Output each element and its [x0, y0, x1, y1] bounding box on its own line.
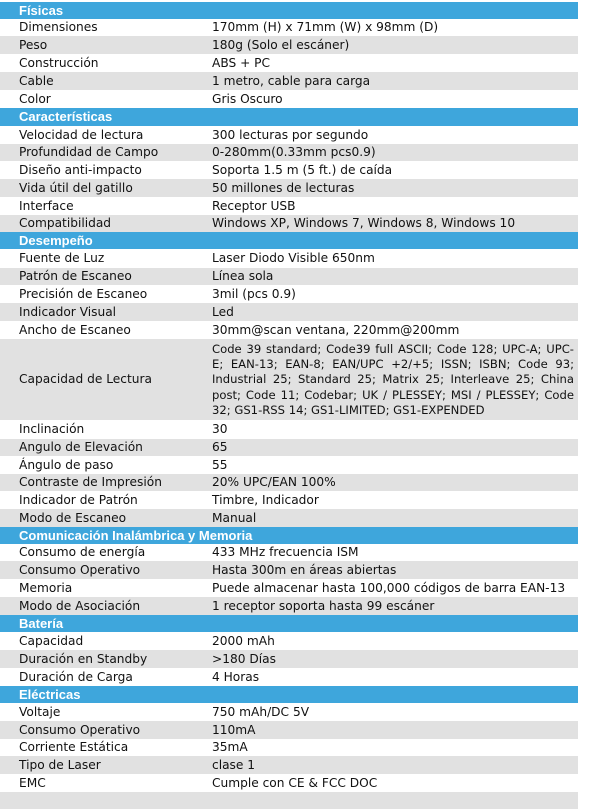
spec-label-peso: Peso	[19, 38, 48, 52]
spec-value-capacidad-de-lectura: Code 39 standard; Code39 full ASCII; Code 128; UPC-A; UPC-E; EAN-13; EAN-8; EAN/UPC +2/+5; ISSN; ISBN; Code 93; Industrial 25; Standard 25; Matrix 25; Interleave 25; China post; Code 11; Codebar; UK / PLESSEY; MSI / PLESSEY; Code 32; GS1-RSS 14; GS1-LIMITED; GS1-EXPENDED	[212, 342, 574, 417]
spec-row	[0, 54, 578, 72]
spec-row	[0, 509, 578, 527]
spec-row	[0, 268, 578, 285]
spec-value-precision-de-escaneo: 3mil (pcs 0.9)	[212, 287, 296, 301]
spec-row	[0, 339, 578, 420]
spec-value-duracion-de-carga: 4 Horas	[212, 670, 260, 684]
spec-value-duracion-en-standby: >180 Días	[212, 652, 276, 666]
spec-value-peso: 180g (Solo el escáner)	[212, 38, 350, 52]
spec-value-angulo-de-elevacion: 65	[212, 440, 228, 454]
spec-value-color: Gris Oscuro	[212, 92, 283, 106]
spec-row	[0, 739, 578, 756]
spec-label-cable: Cable	[19, 74, 54, 88]
spec-value-fuente-de-luz: Laser Diodo Visible 650nm	[212, 251, 375, 265]
spec-value-dimensiones: 170mm (H) x 71mm (W) x 98mm (D)	[212, 20, 439, 34]
spec-label-capacidad: Capacidad	[19, 634, 84, 648]
spec-value-profundidad-de-campo: 0-280mm(0.33mm pcs0.9)	[212, 145, 376, 159]
spec-row	[0, 774, 578, 792]
spec-label-consumo-operativo: Consumo Operativo	[19, 563, 141, 577]
spec-value-patron-de-escaneo: Línea sola	[212, 269, 274, 283]
spec-value-ancho-de-escaneo: 30mm@scan ventana, 220mm@200mm	[212, 323, 460, 337]
spec-row	[0, 456, 578, 474]
spec-row	[0, 19, 578, 36]
spec-row	[0, 703, 578, 721]
spec-value-consumo-operativo: 110mA	[212, 723, 256, 737]
spec-label-angulo-de-elevacion: Angulo de Elevación	[19, 440, 143, 454]
spec-row	[0, 561, 578, 579]
spec-row	[0, 321, 578, 339]
spec-value-compatibilidad: Windows XP, Windows 7, Windows 8, Windows 10	[212, 216, 516, 230]
spec-value-memoria: Puede almacenar hasta 100,000 códigos de barra EAN-13	[212, 581, 566, 595]
spec-row	[0, 285, 578, 303]
spec-label-velocidad-de-lectura: Velocidad de lectura	[19, 128, 144, 142]
spec-label-profundidad-de-campo: Profundidad de Campo	[19, 145, 159, 159]
spec-label-dimensiones: Dimensiones	[19, 20, 98, 34]
spec-row	[0, 597, 578, 615]
spec-value-tipo-de-laser: clase 1	[212, 758, 256, 772]
spec-label-modo-de-escaneo: Modo de Escaneo	[19, 511, 127, 525]
spec-value-voltaje: 750 mAh/DC 5V	[212, 705, 310, 719]
spec-label-indicador-visual: Indicador Visual	[19, 305, 117, 319]
spec-label-contraste-de-impresion: Contraste de Impresión	[19, 475, 162, 489]
spec-label-consumo-operativo: Consumo Operativo	[19, 723, 141, 737]
section-header-electricas: Eléctricas	[0, 686, 578, 703]
spec-row	[0, 215, 578, 232]
spec-row	[0, 792, 578, 809]
spec-value-corriente-estatica: 35mA	[212, 740, 248, 754]
spec-row	[0, 303, 578, 321]
spec-value-capacidad: 2000 mAh	[212, 634, 275, 648]
spec-label-voltaje: Voltaje	[19, 705, 61, 719]
spec-value-emc: Cumple con CE & FCC DOC	[212, 776, 378, 790]
section-header-desempeno: Desempeño	[0, 232, 578, 249]
spec-row	[0, 36, 578, 54]
spec-label-color: Color	[19, 92, 51, 106]
spec-label-indicador-de-patron: Indicador de Patrón	[19, 493, 138, 507]
spec-value-vida-util-del-gatillo: 50 millones de lecturas	[212, 181, 355, 195]
spec-label-diseno-anti-impacto: Diseño anti-impacto	[19, 163, 142, 177]
spec-value-velocidad-de-lectura: 300 lecturas por segundo	[212, 128, 369, 142]
spec-label-compatibilidad: Compatibilidad	[19, 216, 112, 230]
section-header-bateria: Batería	[0, 615, 578, 632]
spec-label-memoria: Memoria	[19, 581, 73, 595]
spec-row	[0, 491, 578, 509]
spec-row	[0, 721, 578, 739]
section-header-caracteristicas: Características	[0, 108, 578, 126]
spec-row	[0, 179, 578, 197]
spec-value-contraste-de-impresion: 20% UPC/EAN 100%	[212, 475, 336, 489]
spec-label-duracion-de-carga: Duración de Carga	[19, 670, 133, 684]
spec-row	[0, 579, 578, 597]
spec-value-cable: 1 metro, cable para carga	[212, 74, 371, 88]
spec-value-interface: Receptor USB	[212, 199, 296, 213]
spec-value-diseno-anti-impacto: Soporta 1.5 m (5 ft.) de caída	[212, 163, 393, 177]
spec-label-modo-de-asociacion: Modo de Asociación	[19, 599, 141, 613]
spec-row	[0, 144, 578, 161]
spec-label-construccion: Construcción	[19, 56, 99, 70]
spec-label-consumo-de-energia: Consumo de energía	[19, 545, 146, 559]
spec-row	[0, 72, 578, 90]
spec-label-interface: Interface	[19, 199, 74, 213]
spec-row	[0, 249, 578, 268]
spec-row	[0, 420, 578, 439]
spec-label-vida-util-del-gatillo: Vida útil del gatillo	[19, 181, 133, 195]
spec-row	[0, 474, 578, 491]
spec-row	[0, 544, 578, 561]
spec-row	[0, 756, 578, 774]
spec-row	[0, 161, 578, 179]
spec-value-construccion: ABS + PC	[212, 56, 271, 70]
section-header-comunicacion-inalambrica-y-memoria: Comunicación Inalámbrica y Memoria	[0, 527, 578, 544]
spec-value-indicador-de-patron: Timbre, Indicador	[212, 493, 319, 507]
spec-label-patron-de-escaneo: Patrón de Escaneo	[19, 269, 132, 283]
spec-label-inclinacion: Inclinación	[19, 422, 85, 436]
spec-label-angulo-de-paso: Ángulo de paso	[19, 458, 114, 472]
spec-label-emc: EMC	[19, 776, 46, 790]
spec-row	[0, 126, 578, 144]
spec-label-tipo-de-laser: Tipo de Laser	[19, 758, 101, 772]
spec-label-capacidad-de-lectura: Capacidad de Lectura	[19, 372, 152, 386]
spec-label-corriente-estatica: Corriente Estática	[19, 740, 129, 754]
spec-value-angulo-de-paso: 55	[212, 458, 228, 472]
spec-value-modo-de-escaneo: Manual	[212, 511, 257, 525]
spec-row	[0, 90, 578, 108]
spec-row	[0, 439, 578, 456]
spec-label-ancho-de-escaneo: Ancho de Escaneo	[19, 323, 131, 337]
spec-value-modo-de-asociacion: 1 receptor soporta hasta 99 escáner	[212, 599, 435, 613]
spec-value-indicador-visual: Led	[212, 305, 234, 319]
spec-row	[0, 668, 578, 686]
spec-label-precision-de-escaneo: Precisión de Escaneo	[19, 287, 148, 301]
spec-label-duracion-en-standby: Duración en Standby	[19, 652, 148, 666]
spec-value-consumo-de-energia: 433 MHz frecuencia ISM	[212, 545, 359, 559]
spec-value-inclinacion: 30	[212, 422, 228, 436]
spec-row	[0, 650, 578, 668]
spec-value-consumo-operativo: Hasta 300m en áreas abiertas	[212, 563, 397, 577]
spec-label-fuente-de-luz: Fuente de Luz	[19, 251, 105, 265]
spec-row	[0, 632, 578, 650]
section-header-fisicas: Físicas	[0, 2, 578, 19]
spec-row	[0, 197, 578, 215]
